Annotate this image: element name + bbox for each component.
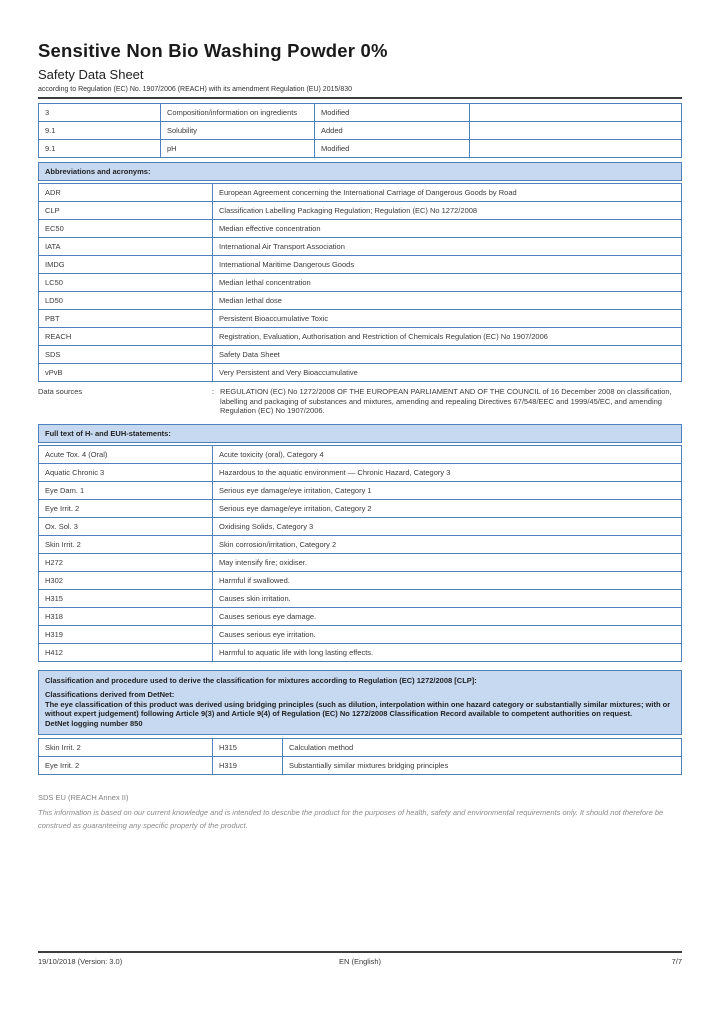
h-text-cell: Skin corrosion/irritation, Category 2 [213, 535, 682, 553]
table-row [39, 739, 682, 757]
classification-line-detnet: Classifications derived from DetNet: [45, 690, 175, 699]
classification-procedure-cell: Substantially similar mixtures bridging principles [283, 757, 682, 775]
revision-extra-cell [470, 122, 682, 140]
table-row [39, 481, 682, 499]
table-row [39, 553, 682, 571]
classification-class-cell: Skin Irrit. 2 [39, 739, 213, 757]
h-code-cell: Acute Tox. 4 (Oral) [39, 445, 213, 463]
classification-table [38, 738, 682, 775]
abbr-definition-cell: European Agreement concerning the International Carriage of Dangerous Goods by Road [213, 184, 682, 202]
abbr-term-cell: IATA [39, 238, 213, 256]
h-code-cell: Skin Irrit. 2 [39, 535, 213, 553]
h-code-cell: Eye Dam. 1 [39, 481, 213, 499]
revision-section-cell: 3 [39, 104, 161, 122]
table-row [39, 122, 682, 140]
h-code-cell: H319 [39, 625, 213, 643]
table-row [39, 499, 682, 517]
table-row [39, 589, 682, 607]
revision-extra-cell [470, 104, 682, 122]
table-row [39, 256, 682, 274]
footer-date-version: 19/10/2018 (Version: 3.0) [38, 957, 123, 966]
revision-item-cell: Solubility [161, 122, 315, 140]
h-statements-table [38, 445, 682, 662]
table-row [39, 140, 682, 158]
table-row [39, 625, 682, 643]
revision-section-cell: 9.1 [39, 122, 161, 140]
h-text-cell: Harmful if swallowed. [213, 571, 682, 589]
h-code-cell: H315 [39, 589, 213, 607]
table-row [39, 202, 682, 220]
table-row [39, 104, 682, 122]
abbr-definition-cell: Very Persistent and Very Bioaccumulative [213, 364, 682, 382]
h-code-cell: H412 [39, 643, 213, 661]
classification-line-bridging: The eye classification of this product was derived using bridging principles (such as dilution, interpolation within one hazard category or substantially similar mixtures; with or without expert judgement) following Article 9(3) and Article 9(4) of Regulation (EC) No 1272/2008 Classification Record available to competent authorities on request. [45, 699, 671, 718]
abbr-definition-cell: International Maritime Dangerous Goods [213, 256, 682, 274]
revision-section-cell: 9.1 [39, 140, 161, 158]
classification-code-cell: H315 [213, 739, 283, 757]
abbr-definition-cell: Median effective concentration [213, 220, 682, 238]
page-title: Sensitive Non Bio Washing Powder 0% [38, 40, 388, 61]
abbr-definition-cell: Safety Data Sheet [213, 346, 682, 364]
data-sources-colon: : [212, 387, 215, 396]
revision-change-cell: Modified [315, 104, 470, 122]
h-text-cell: Oxidising Solids, Category 3 [213, 517, 682, 535]
table-row [39, 220, 682, 238]
table-row [39, 607, 682, 625]
abbr-term-cell: SDS [39, 346, 213, 364]
classification-header: Classification and procedure used to derive the classification for mixtures according to Regulation (EC) 1272/2008 [CLP]: [45, 675, 477, 685]
table-row [39, 274, 682, 292]
classification-procedure-cell: Calculation method [283, 739, 682, 757]
table-row [39, 517, 682, 535]
classification-line-logging: DetNet logging number 850 [45, 718, 143, 728]
table-row [39, 757, 682, 775]
revision-change-cell: Added [315, 122, 470, 140]
abbr-term-cell: vPvB [39, 364, 213, 382]
h-text-cell: Causes serious eye damage. [213, 607, 682, 625]
table-row [39, 571, 682, 589]
table-row [39, 328, 682, 346]
h-text-cell: Causes serious eye irritation. [213, 625, 682, 643]
abbr-definition-cell: Registration, Evaluation, Authorisation and Restriction of Chemicals Regulation (EC) No 1907/2006 [213, 328, 682, 346]
footer-page-number: 7/7 [671, 957, 682, 966]
table-row [39, 184, 682, 202]
abbr-term-cell: CLP [39, 202, 213, 220]
abbr-term-cell: IMDG [39, 256, 213, 274]
revision-item-cell: Composition/information on ingredients [161, 104, 315, 122]
h-text-cell: Serious eye damage/eye irritation, Category 1 [213, 481, 682, 499]
h-code-cell: H272 [39, 553, 213, 571]
h-code-cell: H318 [39, 607, 213, 625]
data-sources-text: REGULATION (EC) No 1272/2008 OF THE EUROPEAN PARLIAMENT AND OF THE COUNCIL of 16 December 2008 on classification, labelling and packaging of substances and mixtures, amending and repealing Directives 67/548/EEC and 1999/45/EC, and amending Regulation (EC) No 1907/2006. [220, 387, 672, 415]
page-subtitle: Safety Data Sheet [38, 67, 144, 82]
table-row [39, 364, 682, 382]
data-sources-label: Data sources [38, 387, 83, 396]
h-statements-header-band: Full text of H- and EUH-statements: [38, 424, 682, 443]
footer-language: EN (English) [338, 957, 382, 966]
revision-item-cell: pH [161, 140, 315, 158]
classification-class-cell: Eye Irrit. 2 [39, 757, 213, 775]
table-row [39, 292, 682, 310]
h-code-cell: H302 [39, 571, 213, 589]
abbr-term-cell: LD50 [39, 292, 213, 310]
h-text-cell: May intensify fire; oxidiser. [213, 553, 682, 571]
abbr-definition-cell: Persistent Bioaccumulative Toxic [213, 310, 682, 328]
table-row [39, 463, 682, 481]
classification-code-cell: H319 [213, 757, 283, 775]
abbreviations-table [38, 183, 682, 382]
page-footer [38, 951, 682, 966]
data-sources [38, 387, 682, 416]
revision-table [38, 103, 682, 158]
revision-extra-cell [470, 140, 682, 158]
table-row [39, 238, 682, 256]
abbr-definition-cell: Classification Labelling Packaging Regulation; Regulation (EC) No 1272/2008 [213, 202, 682, 220]
table-row [39, 310, 682, 328]
table-row [39, 346, 682, 364]
h-code-cell: Ox. Sol. 3 [39, 517, 213, 535]
sds-reference: SDS EU (REACH Annex II) [38, 793, 129, 802]
h-code-cell: Eye Irrit. 2 [39, 499, 213, 517]
h-code-cell: Aquatic Chronic 3 [39, 463, 213, 481]
h-text-cell: Acute toxicity (oral), Category 4 [213, 445, 682, 463]
abbr-definition-cell: International Air Transport Association [213, 238, 682, 256]
h-text-cell: Hazardous to the aquatic environment — Chronic Hazard, Category 3 [213, 463, 682, 481]
h-text-cell: Serious eye damage/eye irritation, Category 2 [213, 499, 682, 517]
h-text-cell: Causes skin irritation. [213, 589, 682, 607]
table-row [39, 535, 682, 553]
abbr-definition-cell: Median lethal concentration [213, 274, 682, 292]
abbr-term-cell: PBT [39, 310, 213, 328]
table-row [39, 445, 682, 463]
abbr-term-cell: REACH [39, 328, 213, 346]
classification-block [38, 670, 682, 736]
table-row [39, 643, 682, 661]
regulation-line: according to Regulation (EC) No. 1907/2006 (REACH) with its amendment Regulation (EU) 2015/830 [38, 86, 352, 93]
abbr-term-cell: LC50 [39, 274, 213, 292]
abbr-term-cell: EC50 [39, 220, 213, 238]
abbr-term-cell: ADR [39, 184, 213, 202]
disclaimer-text: This information is based on our current knowledge and is intended to describe the product for the purposes of health, safety and environmental requirements only. It should not therefore be construed as guaranteeing any specific property of the product. [38, 808, 664, 830]
abbreviations-header-band: Abbreviations and acronyms: [38, 162, 682, 181]
abbr-definition-cell: Median lethal dose [213, 292, 682, 310]
revision-change-cell: Modified [315, 140, 470, 158]
h-text-cell: Harmful to aquatic life with long lasting effects. [213, 643, 682, 661]
